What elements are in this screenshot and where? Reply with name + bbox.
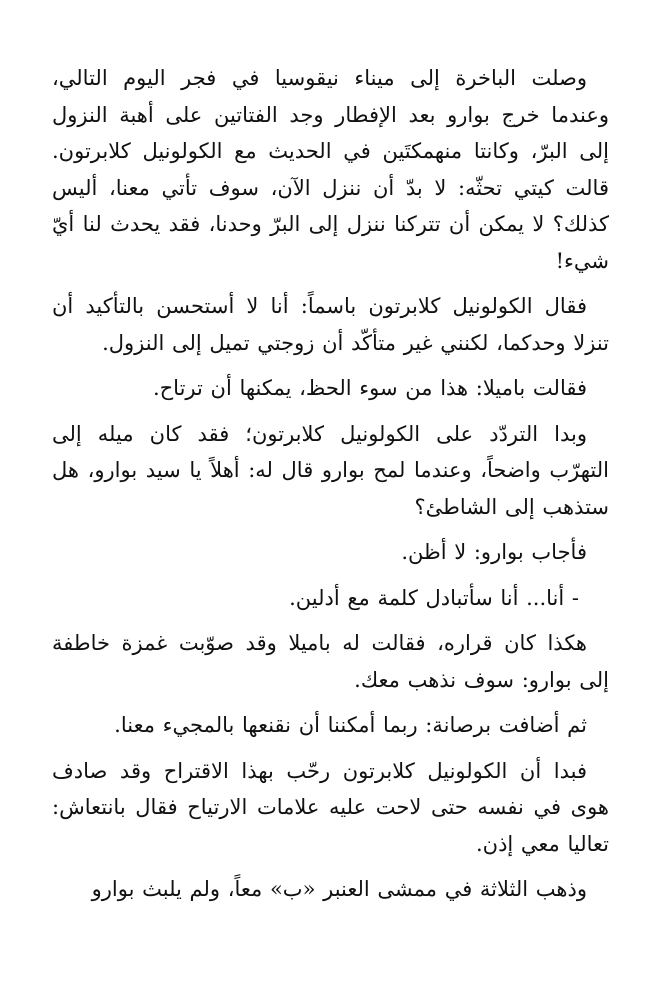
- paragraph-dialogue-adeline: - أنا... أنا سأتبادل كلمة مع أدلين.: [289, 585, 579, 610]
- paragraph-arrival: وصلت الباخرة إلى ميناء نيقوسيا في فجر اليوم التالي، وعندما خرج بوارو بعد الإفطار وجد الفتاتين على أهبة النزول إلى البرّ، وكانتا منهمكتَين في الحديث مع الكولونيل كلابرتون. قالت كيتي تحثّه: لا بدّ أن ننزل الآن، سوف تأتي معنا، أليس كذلك؟ لا يمكن أن تتركنا ننزل إلى البرّ وحدنا، فقد يحدث لنا أيّ شيء!: [52, 66, 609, 273]
- paragraph-poirot-answer: فأجاب بوارو: لا أظن.: [401, 540, 587, 564]
- paragraph-pamela-remark: فقالت باميلا: هذا من سوء الحظ، يمكنها أن ترتاح.: [152, 376, 587, 400]
- paragraph-colonel-hesitation: وبدا التردّد على الكولونيل كلابرتون؛ فقد كان ميله إلى التهرّب واضحاً، وعندما لمح بوارو قال له: أهلاً يا سيد بوارو، هل ستذهب إلى الشاطئ؟: [52, 421, 609, 519]
- paragraph-colonel-reply: فقال الكولونيل كلابرتون باسماً: أنا لا أستحسن بالتأكيد أن تنزلا وحدكما، لكنني غير متأكّد أن زوجتي تميل إلى النزول.: [52, 294, 609, 355]
- paragraph-corridor-walk: وذهب الثلاثة في ممشى العنبر «ب» معاً، ولم يلبث بوارو: [91, 877, 587, 901]
- paragraph-colonel-welcome: فبدا أن الكولونيل كلابرتون رحّب بهذا الاقتراح وقد صادف هوى في نفسه حتى لاحت عليه علامات الارتياح فقال بانتعاش: تعاليا معي إذن.: [52, 758, 609, 856]
- paragraph-decision: هكذا كان قراره، فقالت له باميلا وقد صوّبت غمزة خاطفة إلى بوارو: سوف نذهب معك.: [52, 631, 609, 692]
- paragraph-pamela-addition: ثم أضافت برصانة: ربما أمكننا أن نقنعها بالمجيء معنا.: [114, 713, 587, 737]
